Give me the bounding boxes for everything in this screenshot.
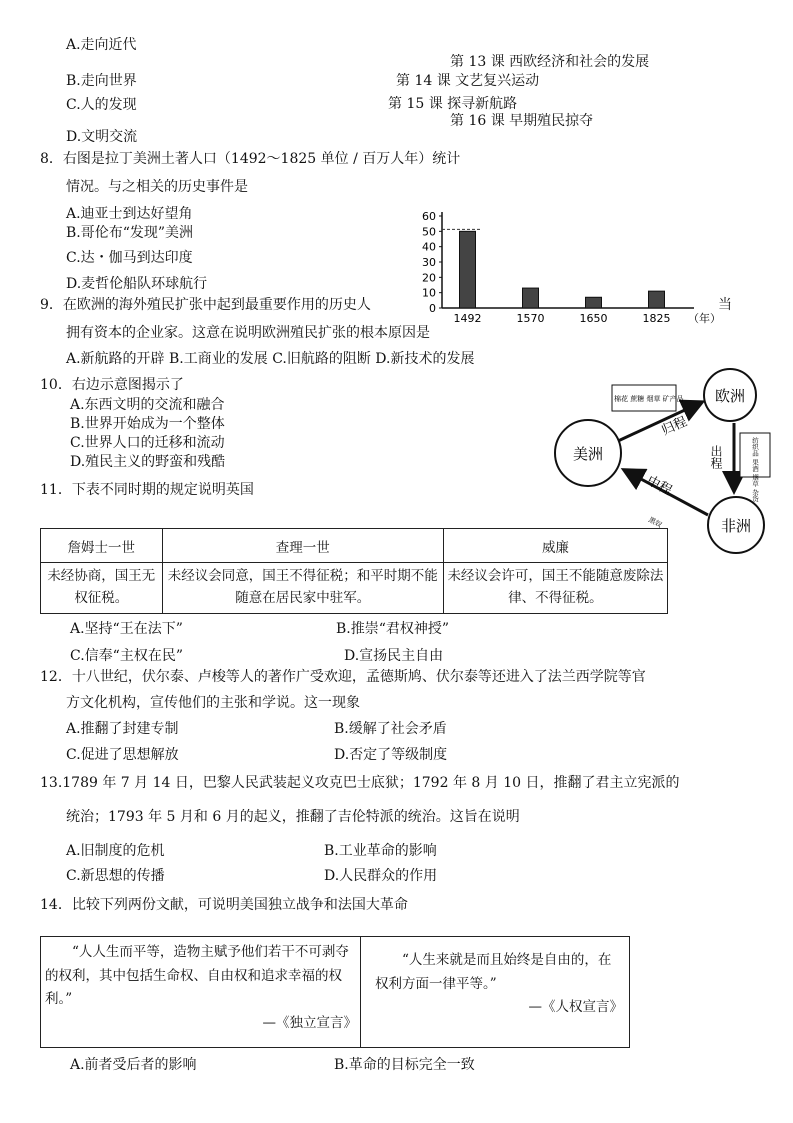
q7-lesson-13: 第 13 课 西欧经济和社会的发展 bbox=[450, 54, 650, 70]
q7-lesson-15: 第 15 课 探寻新航路 bbox=[388, 96, 518, 112]
declaration-of-rights-source: —《人权宣言》 bbox=[528, 999, 623, 1016]
q7-lesson-14: 第 14 课 文艺复兴运动 bbox=[396, 73, 540, 89]
x-tick-label: 1492 bbox=[453, 312, 482, 325]
europe-label: 欧洲 bbox=[714, 387, 746, 405]
q11-table bbox=[40, 528, 668, 614]
x-axis-label: （年） bbox=[688, 312, 721, 325]
y-tick-label: 40 bbox=[422, 240, 436, 254]
outbound-leg-label: 出程 bbox=[709, 445, 723, 469]
y-tick-label: 0 bbox=[429, 302, 436, 315]
declaration-of-rights-box bbox=[363, 937, 629, 1047]
q13-option-c: C.新思想的传播 bbox=[66, 868, 165, 884]
q11-header-william: 威廉 bbox=[443, 529, 667, 563]
q11-option-b: B.推崇“君权神授” bbox=[336, 621, 450, 637]
middle-goods: 黑奴 bbox=[647, 515, 664, 530]
q11-cell-charles: 未经议会同意，国王不得征税；和平时期不能随意在居民家中驻军。 bbox=[162, 563, 443, 614]
q14-stem: 14．比较下列两份文献，可说明美国独立战争和法国大革命 bbox=[40, 897, 408, 913]
q12-option-a: A.推翻了封建专制 bbox=[66, 721, 179, 737]
america-label: 美洲 bbox=[572, 445, 604, 463]
q9-stem-line2: 拥有资本的企业家。这意在说明欧洲殖民扩张的根本原因是 bbox=[66, 325, 430, 341]
bar bbox=[586, 297, 602, 308]
q14-documents-box bbox=[40, 936, 630, 1048]
q7-option-d: D.文明交流 bbox=[66, 129, 138, 145]
q8-option-c: C.达・伽马到达印度 bbox=[66, 250, 193, 266]
q8-stem-line2: 情况。与之相关的历史事件是 bbox=[66, 179, 248, 195]
q10-option-a: A.东西文明的交流和融合 bbox=[70, 397, 225, 413]
q10-stem: 10．右边示意图揭示了 bbox=[40, 377, 184, 393]
q11-cell-james: 未经协商，国王无权征税。 bbox=[41, 563, 163, 614]
outbound-goods: 纺织品 果酒 烟草 杂货 bbox=[751, 437, 759, 502]
q13-option-d: D.人民群众的作用 bbox=[324, 868, 438, 884]
q13-option-a: A.旧制度的危机 bbox=[66, 843, 165, 859]
q12-stem-line1: 12．十八世纪，伏尔泰、卢梭等人的著作广受欢迎，孟德斯鸠、伏尔泰等还进入了法兰西学院等官 bbox=[40, 669, 646, 685]
q10-option-d: D.殖民主义的野蛮和残酷 bbox=[70, 454, 226, 470]
declaration-of-rights-quote: “人生来就是而且始终是自由的，在权利方面一律平等。” bbox=[375, 952, 612, 992]
q14-option-b: B.革命的目标完全一致 bbox=[334, 1057, 475, 1073]
q8-option-b: B.哥伦布“发现”美洲 bbox=[66, 225, 194, 241]
x-tick-label: 1825 bbox=[642, 312, 671, 325]
q10-option-b: B.世界开始成为一个整体 bbox=[70, 416, 225, 432]
triangular-trade-diagram bbox=[548, 365, 772, 555]
declaration-of-independence-quote: “人人生而平等，造物主赋予他们若干不可剥夺的权利，其中包括生命权、自由权和追求幸福的权利。” bbox=[45, 944, 349, 1008]
y-tick-label: 50 bbox=[422, 225, 436, 239]
q8-option-a: A.迪亚士到达好望角 bbox=[66, 206, 193, 222]
y-tick-label: 20 bbox=[422, 271, 436, 285]
q11-header-charles: 查理一世 bbox=[162, 529, 443, 563]
q11-stem: 11．下表不同时期的规定说明英国 bbox=[40, 482, 254, 498]
q12-option-b: B.缓解了社会矛盾 bbox=[334, 721, 447, 737]
q11-option-a: A.坚持“王在法下” bbox=[70, 621, 183, 637]
q11-header-james: 詹姆士一世 bbox=[41, 529, 163, 563]
q13-stem-line1: 13.1789 年 7 月 14 日，巴黎人民武装起义攻克巴士底狱；1792 年 8 月 10 日，推翻了君主立宪派的 bbox=[40, 775, 680, 791]
return-leg-label: 归程 bbox=[659, 414, 690, 439]
bar bbox=[523, 288, 539, 308]
declaration-of-independence-source: —《独立宣言》 bbox=[262, 1014, 357, 1031]
q10-option-c: C.世界人口的迁移和流动 bbox=[70, 435, 225, 451]
q13-stem-line2: 统治；1793 年 5 月和 6 月的起义，推翻了吉伦特派的统治。这旨在说明 bbox=[66, 809, 520, 825]
q9-stem-line1: 9．在欧洲的海外殖民扩张中起到最重要作用的历史人 bbox=[40, 297, 371, 313]
y-tick-label: 10 bbox=[422, 286, 436, 300]
q12-stem-line2: 方文化机构，宣传他们的主张和学说。这一现象 bbox=[66, 695, 360, 711]
bar bbox=[460, 231, 476, 308]
x-tick-label: 1570 bbox=[516, 312, 545, 325]
y-tick-label: 60 bbox=[422, 210, 436, 223]
declaration-of-independence-box bbox=[41, 937, 361, 1047]
q14-option-a: A.前者受后者的影响 bbox=[70, 1057, 197, 1073]
q7-option-a: A.走向近代 bbox=[66, 37, 137, 53]
q8-stem-line1: 8．右图是拉丁美洲土著人口（1492～1825 单位 / 百万人年）统计 bbox=[40, 151, 461, 167]
return-goods: 棉花 蔗糖 烟草 矿产品 bbox=[614, 395, 684, 403]
q11-cell-william: 未经议会许可，国王不能随意废除法律、不得征税。 bbox=[443, 563, 667, 614]
q7-option-c: C.人的发现 bbox=[66, 97, 137, 113]
q13-option-b: B.工业革命的影响 bbox=[324, 843, 437, 859]
q7-lesson-16: 第 16 课 早期殖民掠夺 bbox=[450, 113, 594, 129]
q7-option-b: B.走向世界 bbox=[66, 73, 137, 89]
q9-stem-cut-char: 当 bbox=[718, 297, 732, 313]
q9-options: A.新航路的开辟 B.工商业的发展 C.旧航路的阻断 D.新技术的发展 bbox=[66, 351, 475, 367]
q12-option-d: D.否定了等级制度 bbox=[334, 747, 448, 763]
q11-option-d: D.宣扬民主自由 bbox=[344, 648, 444, 664]
q12-option-c: C.促进了思想解放 bbox=[66, 747, 179, 763]
africa-label: 非洲 bbox=[720, 517, 752, 535]
q8-option-d: D.麦哲伦船队环球航行 bbox=[66, 276, 208, 292]
q11-option-c: C.信奉“主权在民” bbox=[70, 648, 183, 664]
population-bar-chart bbox=[412, 190, 732, 330]
y-tick-label: 30 bbox=[422, 256, 436, 269]
bar bbox=[649, 291, 665, 308]
x-tick-label: 1650 bbox=[579, 312, 608, 325]
middle-leg-label: 中程 bbox=[644, 473, 675, 499]
